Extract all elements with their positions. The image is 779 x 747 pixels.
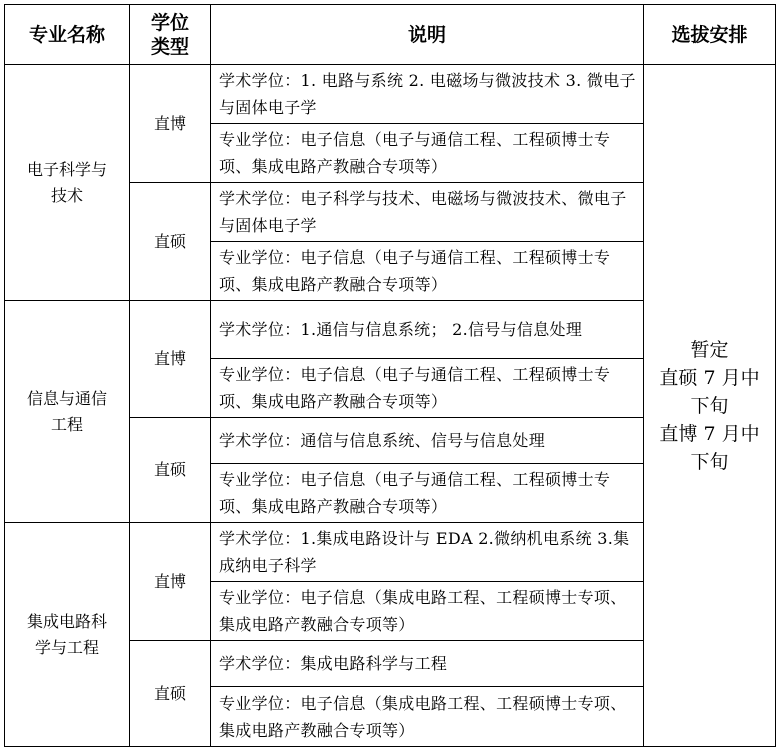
- selection-table: [4, 4, 776, 747]
- schedule-line: 直博 7 月中: [659, 422, 760, 445]
- header-degree-type: 学位 类型: [130, 5, 211, 65]
- academic-degree-desc: 学术学位：1. 电路与系统 2. 电磁场与微波技术 3. 微电子与固体电子学: [211, 65, 644, 124]
- degree-type-cell: 直硕: [130, 183, 211, 301]
- degree-type-cell: 直博: [130, 301, 211, 418]
- professional-degree-desc: 专业学位：电子信息（集成电路工程、工程硕博士专项、集成电路产教融合专项等）: [211, 687, 644, 747]
- header-major: 专业名称: [5, 5, 130, 65]
- academic-degree-desc: 学术学位：1.集成电路设计与 EDA 2.微纳机电系统 3.集成纳电子科学: [211, 523, 644, 582]
- schedule-line: 直硕 7 月中: [659, 366, 760, 389]
- professional-degree-desc: 专业学位：电子信息（电子与通信工程、工程硕博士专项、集成电路产教融合专项等）: [211, 359, 644, 418]
- major-name-cell: 信息与通信 工程: [5, 301, 130, 523]
- academic-degree-desc: 学术学位：集成电路科学与工程: [211, 641, 644, 687]
- degree-type-cell: 直硕: [130, 418, 211, 523]
- academic-degree-desc: 学术学位：通信与信息系统、信号与信息处理: [211, 418, 644, 464]
- professional-degree-desc: 专业学位：电子信息（电子与通信工程、工程硕博士专项、集成电路产教融合专项等）: [211, 464, 644, 523]
- schedule-line: 下旬: [690, 394, 729, 417]
- degree-type-cell: 直博: [130, 523, 211, 641]
- academic-degree-desc: 学术学位：1.通信与信息系统； 2.信号与信息处理: [211, 301, 644, 359]
- professional-degree-desc: 专业学位：电子信息（集成电路工程、工程硕博士专项、集成电路产教融合专项等）: [211, 582, 644, 641]
- degree-type-cell: 直博: [130, 65, 211, 183]
- professional-degree-desc: 专业学位：电子信息（电子与通信工程、工程硕博士专项、集成电路产教融合专项等）: [211, 242, 644, 301]
- schedule-line: 暂定: [690, 338, 729, 361]
- header-schedule: 选拔安排: [644, 5, 776, 65]
- professional-degree-desc: 专业学位：电子信息（电子与通信工程、工程硕博士专项、集成电路产教融合专项等）: [211, 124, 644, 183]
- degree-type-cell: 直硕: [130, 641, 211, 747]
- schedule-line: 下旬: [690, 450, 729, 473]
- academic-degree-desc: 学术学位：电子科学与技术、电磁场与微波技术、微电子与固体电子学: [211, 183, 644, 242]
- header-description: 说明: [211, 5, 644, 65]
- major-name-cell: 集成电路科 学与工程: [5, 523, 130, 747]
- major-name-cell: 电子科学与 技术: [5, 65, 130, 301]
- schedule-cell: [644, 65, 776, 747]
